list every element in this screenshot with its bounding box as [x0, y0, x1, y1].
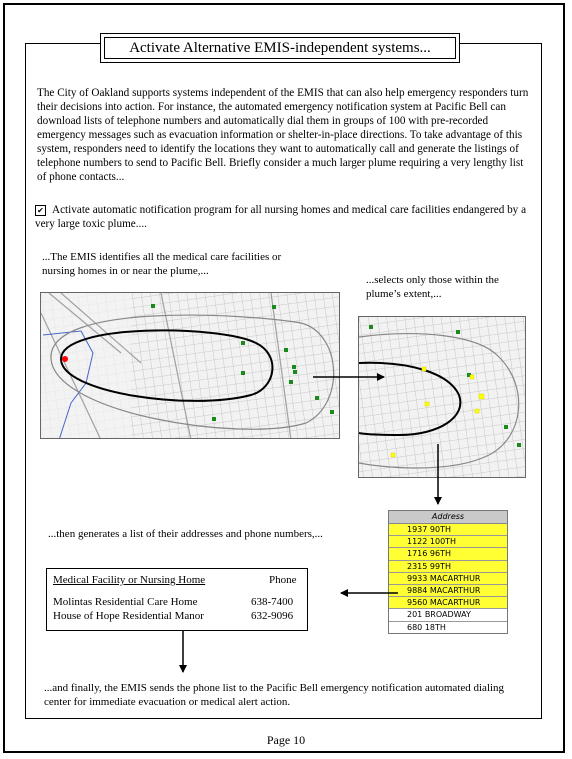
facility-column-header: Medical Facility or Nursing Home	[53, 574, 206, 586]
plume-map-selected-facilities	[358, 316, 526, 478]
facility-name: House of Hope Residential Manor	[53, 610, 204, 622]
facility-phone: 638-7400	[251, 596, 294, 608]
address-column-header[interactable]: Address	[389, 511, 507, 524]
address-row[interactable]: 2315 99TH	[389, 561, 507, 573]
checklist-item	[35, 203, 530, 231]
caption-identify: ...The EMIS identifies all the medical care facilities or nursing homes in or near the plume,...	[42, 251, 282, 277]
address-row[interactable]: 680 18TH	[389, 622, 507, 634]
address-row[interactable]: 9884 MACARTHUR	[389, 585, 507, 597]
checkbox-checked-icon[interactable]: ✔	[35, 205, 46, 216]
address-row[interactable]: 1122 100TH	[389, 536, 507, 548]
address-row[interactable]: 9933 MACARTHUR	[389, 573, 507, 585]
map-all-facilities-graphic	[41, 293, 340, 439]
intro-paragraph: The City of Oakland supports systems independent of the EMIS that can also help emergency responders turn their decisions into action. For instance, the automated emergency notification system at Pacific Bell can download lists of telephone numbers and automatically dial them in groups of 100 with pre-recorded emergency messages such as evacuation information or shelter-in-place directions. To take advantage of this system, responders need to identify the locations they want to automatically call and generate the listings of telephone numbers to send to Pacific Bell. Briefly consider a much larger plume requiring a very lengthy list of phone contacts...	[37, 87, 529, 183]
page-title: Activate Alternative EMIS-independent systems...	[104, 37, 456, 59]
caption-select: ...selects only those within the plume’s extent,...	[366, 274, 499, 300]
address-row[interactable]: 1716 96TH	[389, 548, 507, 560]
plume-source-marker	[62, 356, 68, 362]
page-number: Page 10	[266, 733, 306, 747]
title-box	[100, 33, 460, 63]
street-grid	[359, 317, 526, 478]
caption-generate: ...then generates a list of their addresses and phone numbers,...	[48, 528, 323, 540]
plume-map-all-facilities	[40, 292, 340, 439]
map-selected-facilities-graphic	[359, 317, 526, 478]
address-row[interactable]: 201 BROADWAY	[389, 609, 507, 621]
facility-name: Molintas Residential Care Home	[53, 596, 198, 608]
phone-column-header: Phone	[269, 574, 297, 586]
caption-send: ...and finally, the EMIS sends the phone list to the Pacific Bell emergency notification automated dialing center for immediate evacuation or medical alert action.	[44, 682, 505, 708]
checklist-item-label: Activate automatic notification program for all nursing homes and medical care facilities endangered by a very large toxic plume....	[35, 204, 527, 230]
address-row[interactable]: 1937 90TH	[389, 524, 507, 536]
address-row[interactable]: 9560 MACARTHUR	[389, 597, 507, 609]
address-table[interactable]	[388, 510, 508, 634]
phone-list	[46, 568, 308, 631]
facility-phone: 632-9096	[251, 610, 294, 622]
